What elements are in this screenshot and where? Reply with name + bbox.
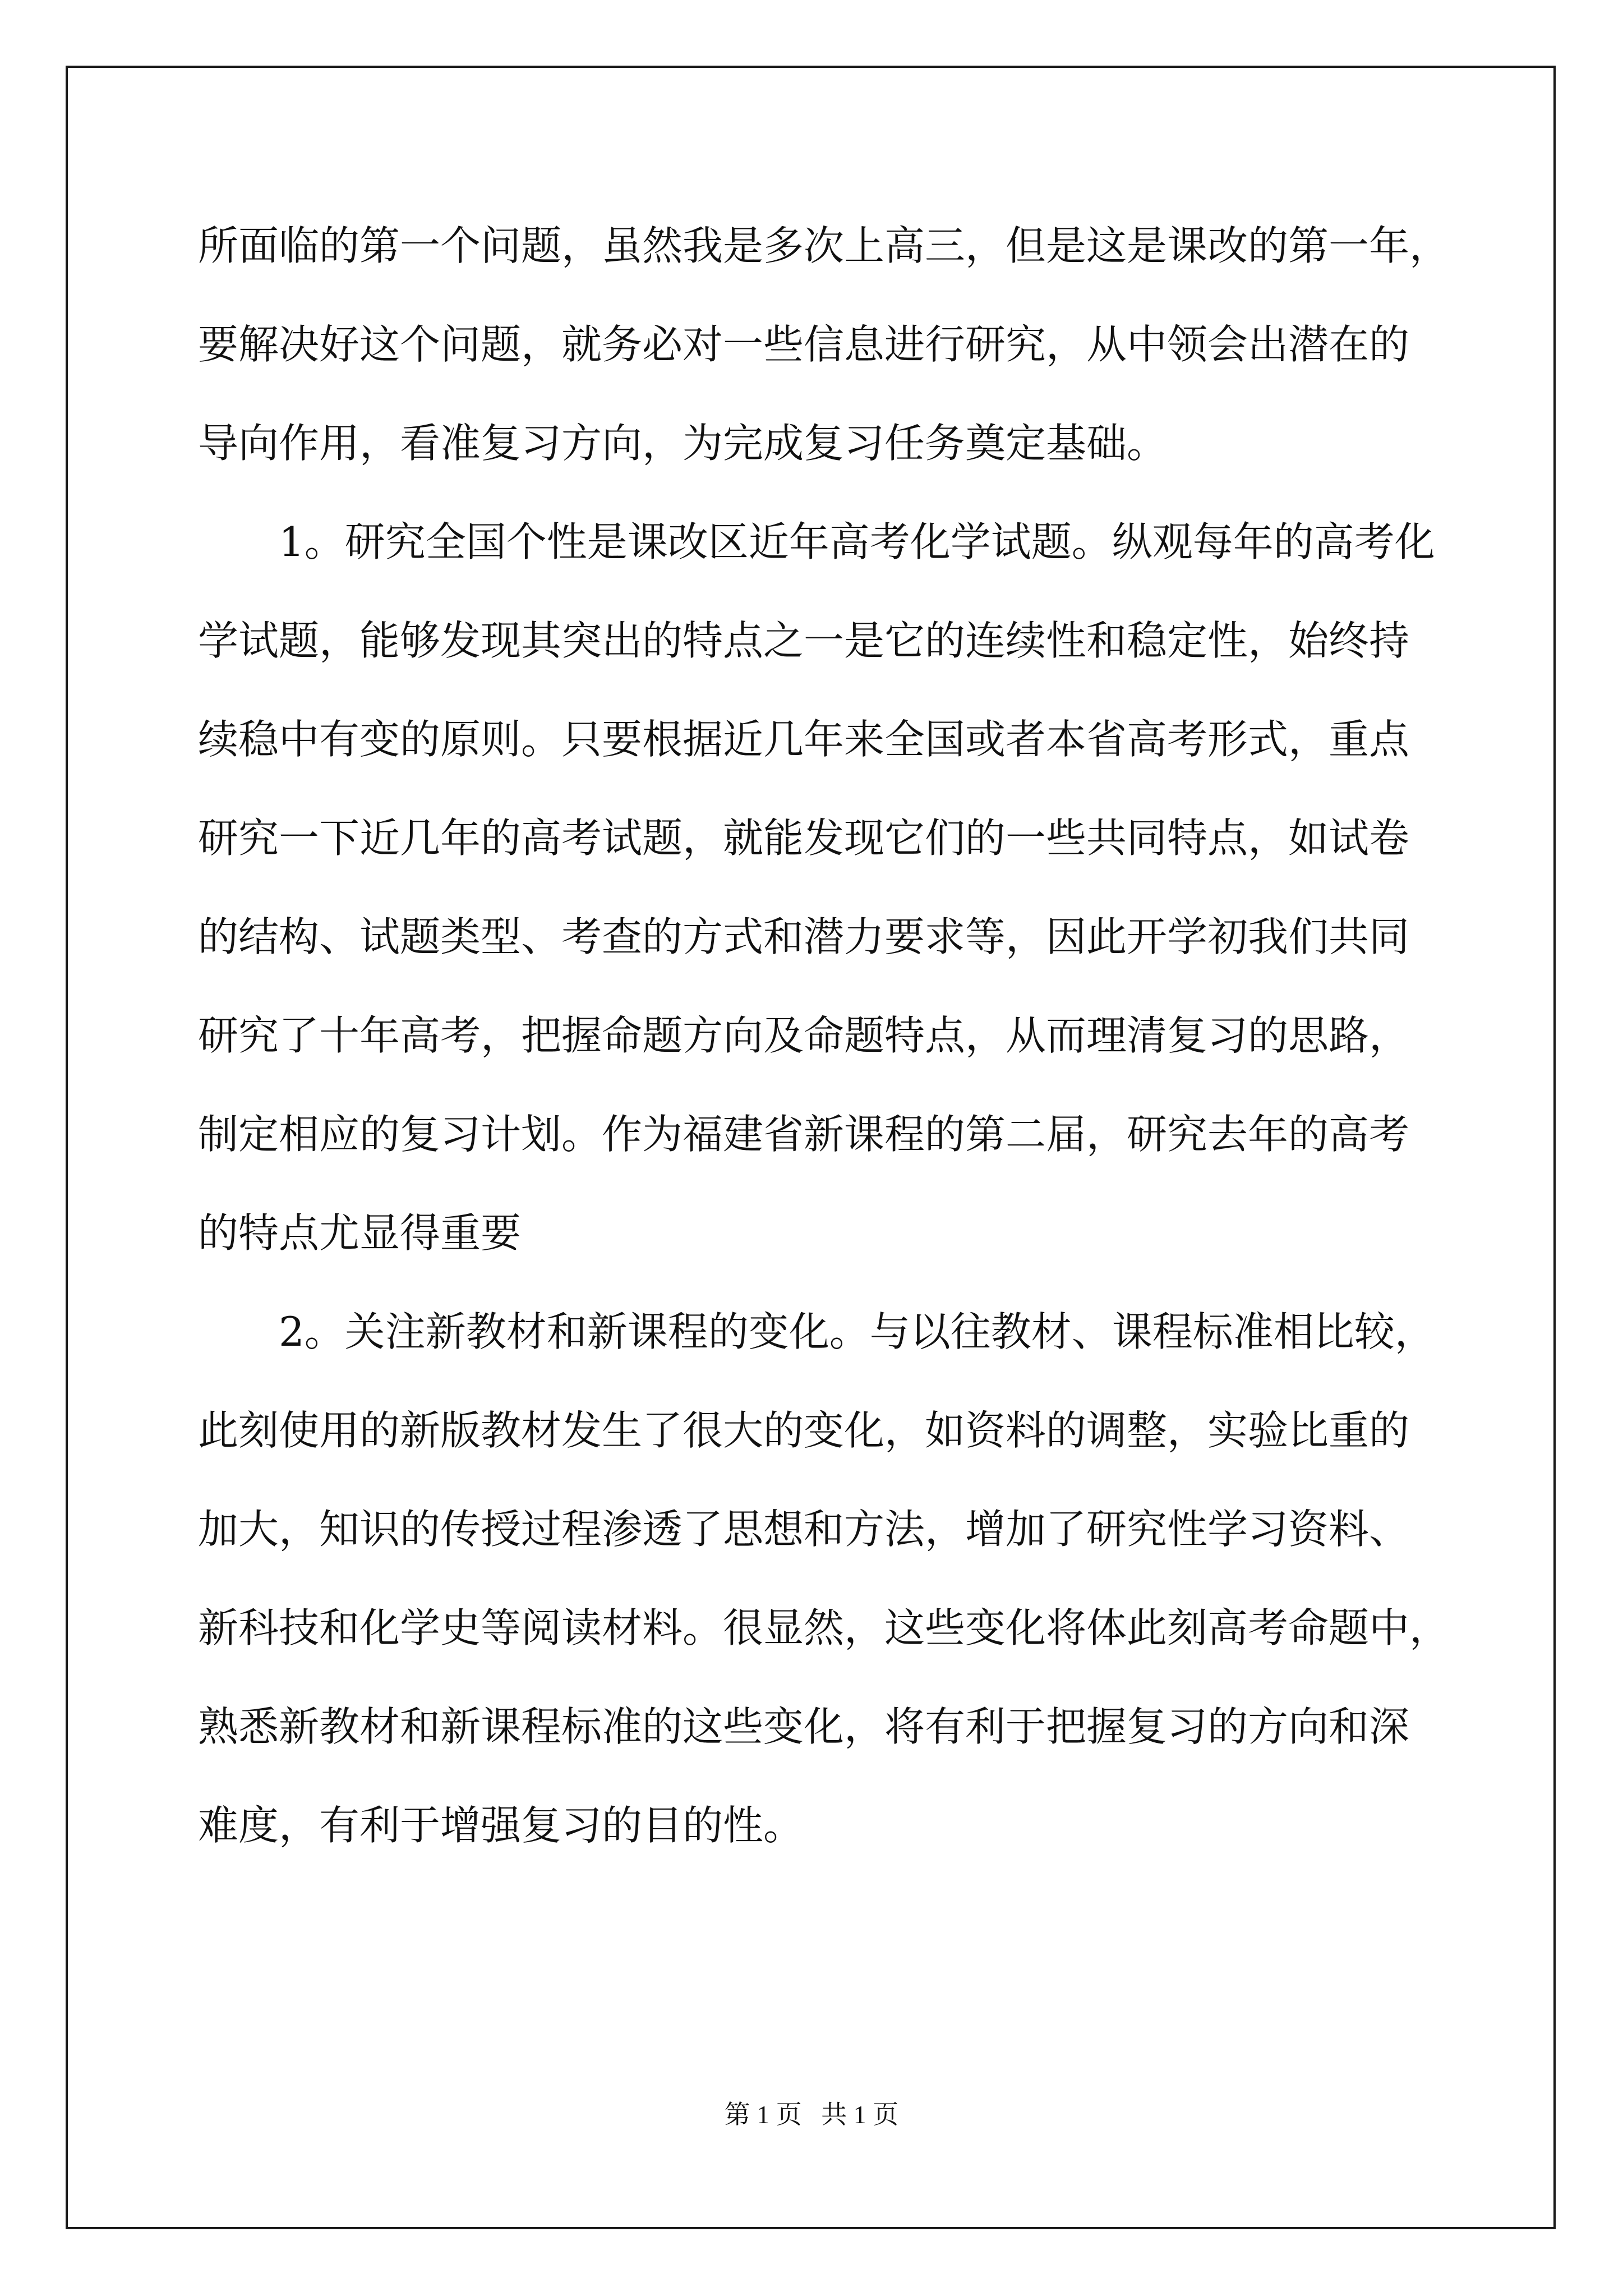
text-line: 1。研究全国个性是课改区近年高考化学试题。纵观每年的高考化 (279, 518, 1435, 565)
text-line: 加大，知识的传授过程渗透了思想和方法，增加了研究性学习资料、 (198, 1506, 1410, 1553)
text-line: 所面临的第一个问题，虽然我是多次上高三，但是这是课改的第一年， (198, 222, 1450, 269)
text-line: 的特点尤显得重要 (198, 1209, 522, 1257)
text-line: 新科技和化学史等阅读材料。很显然，这些变化将体此刻高考命题中， (198, 1604, 1450, 1651)
text-line: 制定相应的复习计划。作为福建省新课程的第二届，研究去年的高考 (198, 1111, 1410, 1158)
paragraph-intro (198, 196, 1450, 493)
text-line: 的结构、试题类型、考查的方式和潜力要求等，因此开学初我们共同 (198, 913, 1410, 960)
text-line: 研究一下近几年的高考试题，就能发现它们的一些共同特点，如试卷 (198, 815, 1410, 862)
page-number-footer: 第 1 页 共 1 页 (724, 2100, 899, 2129)
text-line: 要解决好这个问题，就务必对一些信息进行研究，从中领会出潜在的 (198, 321, 1410, 368)
text-line: 此刻使用的新版教材发生了很大的变化，如资料的调整，实验比重的 (198, 1407, 1410, 1454)
text-line: 难度，有利于增强复习的目的性。 (198, 1802, 804, 1849)
text-line: 研究了十年高考，把握命题方向及命题特点，从而理清复习的思路， (198, 1012, 1410, 1059)
text-line: 学试题，能够发现其突出的特点之一是它的连续性和稳定性，始终持 (198, 617, 1410, 664)
paragraph-research-exams (198, 493, 1437, 1282)
text-line: 2。关注新教材和新课程的变化。与以往教材、课程标准相比较， (279, 1308, 1435, 1355)
text-line: 熟悉新教材和新课程标准的这些变化，将有利于把握复习的方向和深 (198, 1703, 1410, 1750)
document-body (198, 196, 1450, 1875)
text-line: 导向作用，看准复习方向，为完成复习任务奠定基础。 (198, 420, 1168, 467)
text-line: 续稳中有变的原则。只要根据近几年来全国或者本省高考形式，重点 (198, 716, 1410, 763)
paragraph-new-curriculum (198, 1282, 1450, 1875)
